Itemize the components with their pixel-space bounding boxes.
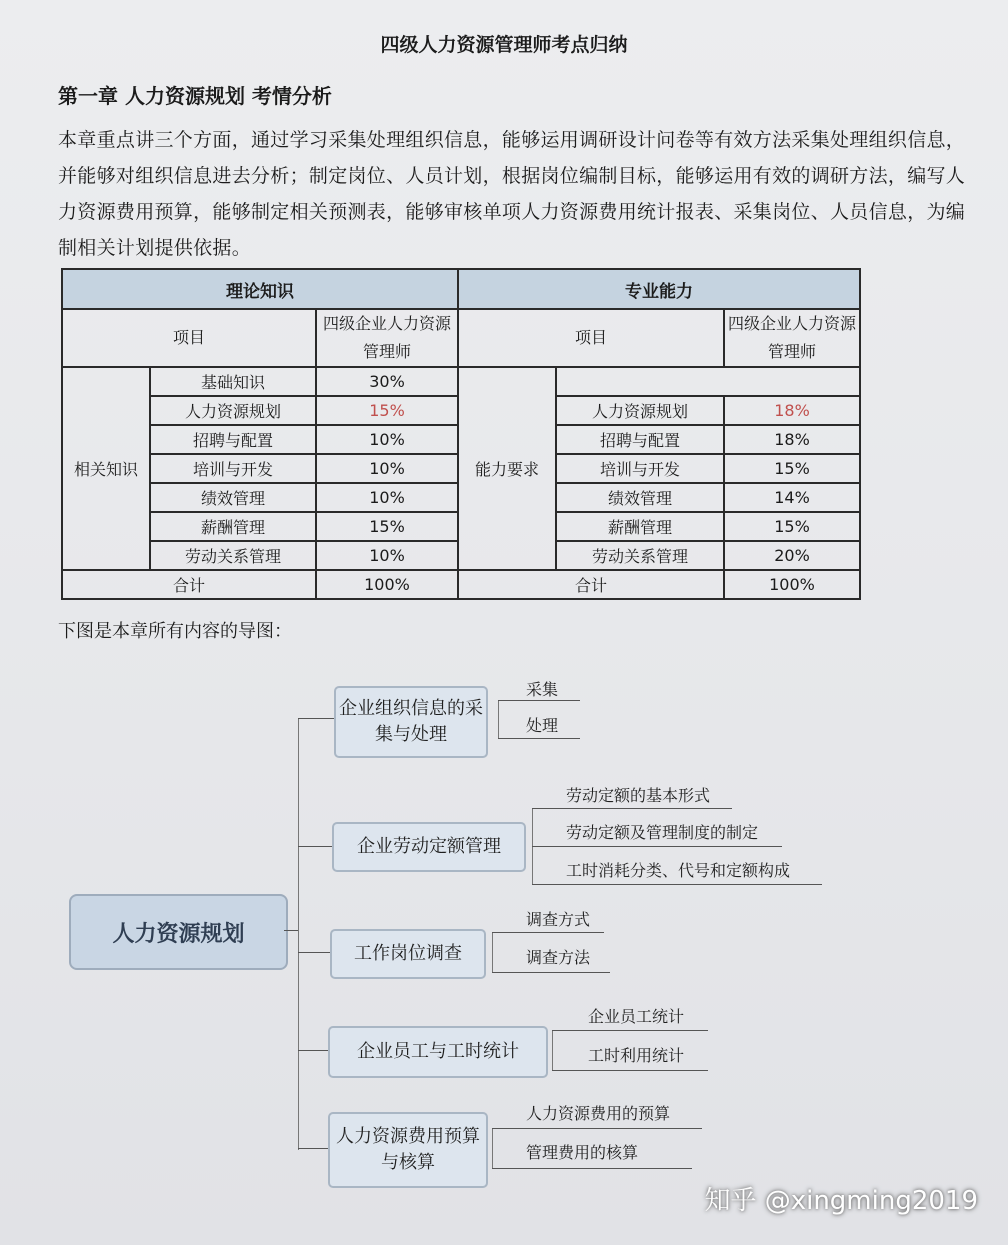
table-cell: 培训与开发 (556, 454, 724, 483)
table-cell: 10% (316, 454, 458, 483)
leaf-bracket (498, 700, 499, 738)
table-cell: 10% (316, 483, 458, 512)
leaf-label: 工时利用统计 (588, 1046, 685, 1065)
table-cell: 30% (316, 367, 458, 396)
leaf-bracket (552, 1030, 553, 1070)
table-cell: 15% (724, 454, 860, 483)
table-cell: 绩效管理 (556, 483, 724, 512)
leaf-line (492, 932, 604, 933)
leaf-label: 调查方式 (526, 910, 591, 929)
leaf-label: 调查方法 (526, 948, 591, 967)
total-label-right: 合计 (458, 570, 724, 599)
leaf-line (532, 808, 732, 809)
table-cell: 14% (724, 483, 860, 512)
table-cell: 招聘与配置 (556, 425, 724, 454)
leaf-line (492, 1168, 692, 1169)
leaf-label: 人力资源费用的预算 (526, 1104, 671, 1123)
leaf-line (552, 1070, 708, 1071)
leaf-label: 企业员工统计 (588, 1007, 685, 1026)
table-cell: 10% (316, 425, 458, 454)
leaf-line (498, 738, 580, 739)
leaf-line (532, 846, 782, 847)
leaf-line (552, 1030, 708, 1031)
branch-connector (298, 952, 330, 953)
root-connector (284, 930, 298, 931)
leaf-line (532, 884, 822, 885)
table-cell: 人力资源规划 (150, 396, 316, 425)
table-cell: 培训与开发 (150, 454, 316, 483)
leaf-label: 处理 (526, 716, 559, 735)
branch-node-budget: 人力资源费用预算与核算 (328, 1112, 488, 1188)
branch-node-quota: 企业劳动定额管理 (332, 822, 526, 872)
leaf-bracket (492, 1128, 493, 1168)
table-cell: 20% (724, 541, 860, 570)
table-cell: 18% (724, 425, 860, 454)
table-cell: 10% (316, 541, 458, 570)
branch-node-stats: 企业员工与工时统计 (328, 1026, 548, 1078)
ability-header: 专业能力 (458, 269, 860, 309)
total-value-left: 100% (316, 570, 458, 599)
level-label-right: 四级企业人力资源管理师 (724, 309, 860, 367)
document-title: 四级人力资源管理师考点归纳 (380, 34, 628, 56)
platform-watermark: 知乎 @xingming2019 (704, 1186, 978, 1216)
leaf-label: 采集 (526, 680, 559, 699)
total-value-right: 100% (724, 570, 860, 599)
table-cell: 15% (316, 396, 458, 425)
branch-node-survey: 工作岗位调查 (330, 929, 486, 979)
item-label-left: 项目 (62, 309, 316, 367)
table-cell: 人力资源规划 (556, 396, 724, 425)
level-label-left: 四级企业人力资源管理师 (316, 309, 458, 367)
branch-connector (298, 1148, 328, 1149)
branch-node-info: 企业组织信息的采集与处理 (334, 686, 488, 758)
branch-connector (298, 718, 334, 719)
right-group-label: 能力要求 (458, 367, 556, 570)
item-label-right: 项目 (458, 309, 724, 367)
chapter-title: 第一章 人力资源规划 考情分析 (58, 84, 332, 108)
table-cell: 劳动关系管理 (150, 541, 316, 570)
leaf-line (492, 972, 610, 973)
leaf-label: 劳动定额的基本形式 (566, 786, 711, 805)
table-cell-empty (556, 367, 860, 396)
table-cell: 15% (316, 512, 458, 541)
table-cell: 劳动关系管理 (556, 541, 724, 570)
mindmap-caption: 下图是本章所有内容的导图： (58, 621, 292, 642)
branch-connector (298, 846, 332, 847)
table-cell: 基础知识 (150, 367, 316, 396)
trunk-line (298, 718, 299, 1150)
table-cell: 薪酬管理 (556, 512, 724, 541)
table-cell: 绩效管理 (150, 483, 316, 512)
branch-connector (298, 1050, 328, 1051)
theory-header: 理论知识 (62, 269, 458, 309)
table-cell: 招聘与配置 (150, 425, 316, 454)
exam-weight-table (61, 268, 861, 600)
intro-paragraph: 本章重点讲三个方面，通过学习采集处理组织信息，能够运用调研设计问卷等有效方法采集处理组织信息，并能够对组织信息进去分析；制定岗位、人员计划，根据岗位编制目标，能够运用有效的调研方法，编写人力资源费用预算，能够制定相关预测表，能够审核单项人力资源费用统计报表、采集岗位、人员信息，为编制相关计划提供依据。 (58, 129, 966, 259)
mindmap-root: 人力资源规划 (69, 894, 288, 970)
left-group-label: 相关知识 (62, 367, 150, 570)
leaf-label: 管理费用的核算 (526, 1143, 639, 1162)
table-cell: 15% (724, 512, 860, 541)
leaf-line (498, 700, 580, 701)
total-label-left: 合计 (62, 570, 316, 599)
table-cell: 18% (724, 396, 860, 425)
leaf-label: 工时消耗分类、代号和定额构成 (566, 861, 791, 880)
table-cell: 薪酬管理 (150, 512, 316, 541)
leaf-bracket (492, 932, 493, 972)
leaf-line (492, 1128, 702, 1129)
leaf-label: 劳动定额及管理制度的制定 (566, 823, 759, 842)
